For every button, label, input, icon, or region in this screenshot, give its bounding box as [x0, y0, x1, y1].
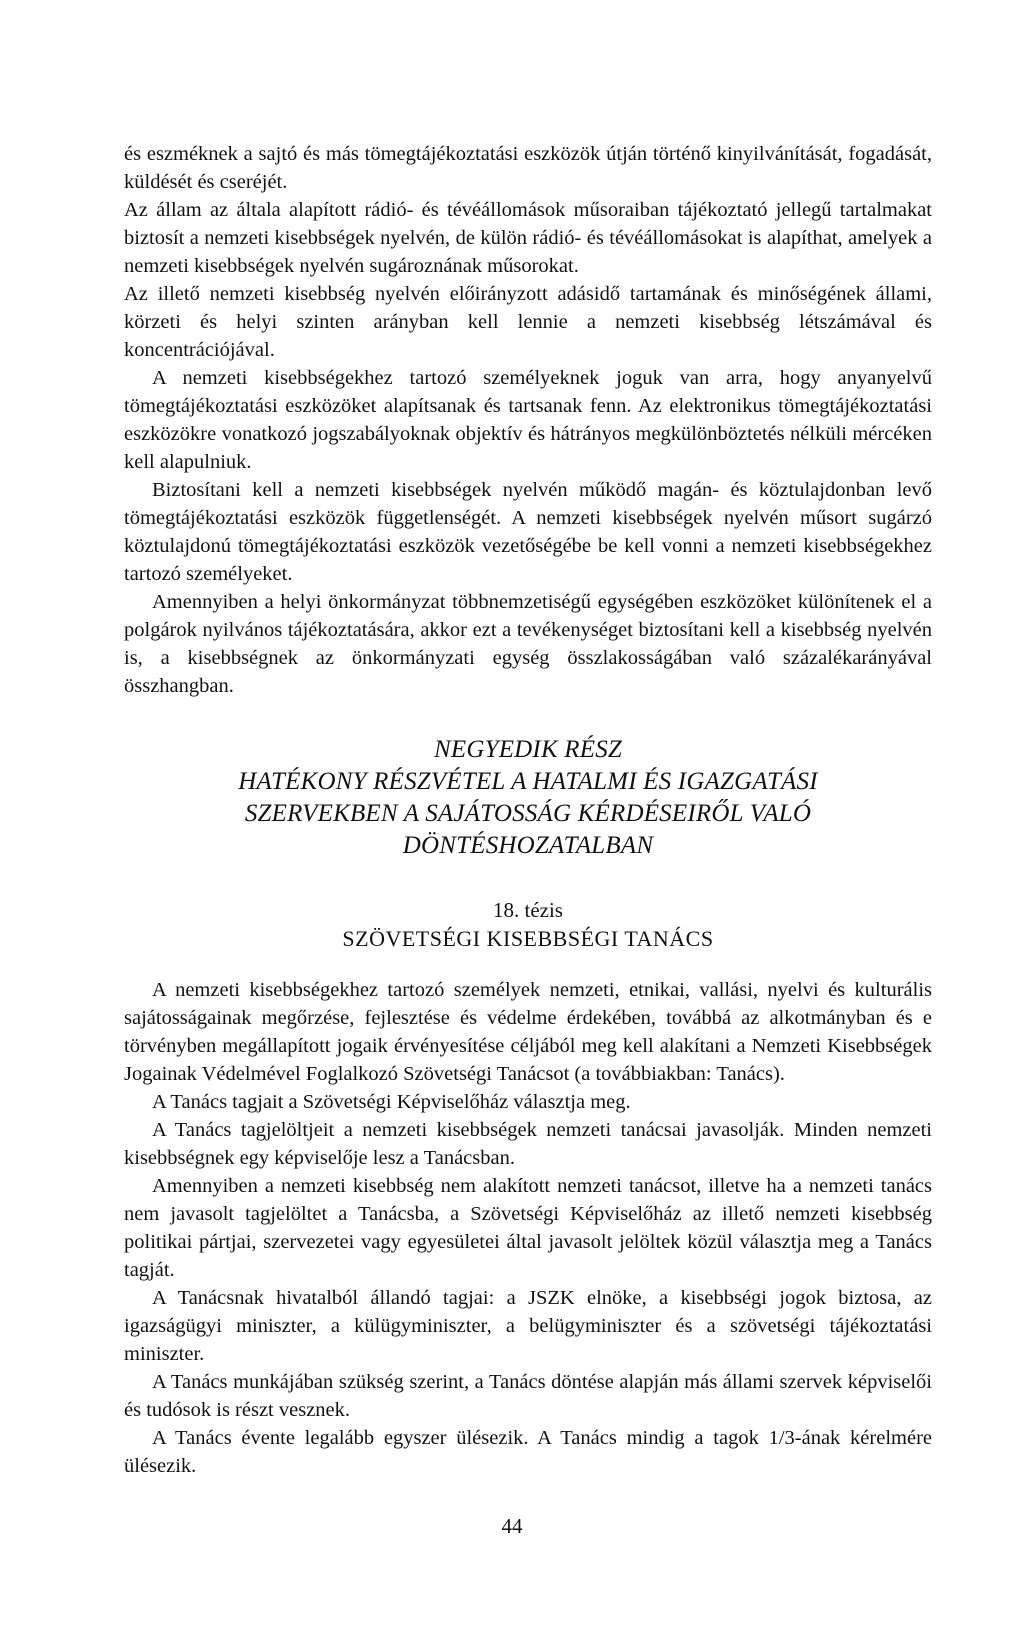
paragraph: A Tanács évente legalább egyszer ülésezik. A Tanács mindig a tagok 1/3-ának kérelmére ülésezik.: [124, 1427, 932, 1477]
paragraph: A Tanácsnak hivatalból állandó tagjai: a JSZK elnöke, a kisebbségi jogok biztosa, az igazságügyi miniszter, a külügyminiszter, a belügyminiszter és a szövetségi tájékoztatási miniszter.: [124, 1287, 932, 1365]
part-heading-line: DÖNTÉSHOZATALBAN: [402, 832, 654, 859]
part-heading-line: HATÉKONY RÉSZVÉTEL A HATALMI ÉS IGAZGATÁSI: [238, 768, 818, 795]
thesis-number: 18. tézis: [493, 898, 563, 922]
part-heading-line: NEGYEDIK RÉSZ: [433, 736, 623, 763]
text-column: [124, 140, 932, 1480]
paragraph: Amennyiben a nemzeti kisebbség nem alakított nemzeti tanácsot, illetve ha a nemzeti tanács nem javasolt tagjelöltet a Tanácsba, a Szövetségi Képviselőház az illető nemzeti kisebbség politikai pártjai, szervezetei vagy egyesületei által javasolt jelöltek közül választja meg a Tanács tagját.: [124, 1175, 932, 1281]
paragraph: Biztosítani kell a nemzeti kisebbségek nyelvén működő magán- és köztulajdonban levő tömegtájékoztatási eszközök függetlenségét. A nemzeti kisebbségek nyelvén műsort sugárzó köztulajdonú tömegtájékoztatási eszközök vezetőségébe be kell vonni a nemzeti kisebbségekhez tartozó személyeket.: [124, 479, 932, 585]
paragraph: Az illető nemzeti kisebbség nyelvén előirányzott adásidő tartamának és minőségének állami, körzeti és helyi szinten arányban kell lennie a nemzeti kisebbség létszámával és koncentrációjával.: [124, 283, 932, 361]
paragraph: A Tanács munkájában szükség szerint, a Tanács döntése alapján más állami szervek képviselői és tudósok is részt vesznek.: [124, 1371, 932, 1421]
thesis-title: SZÖVETSÉGI KISEBBSÉGI TANÁCS: [342, 926, 714, 951]
council-section: [124, 976, 932, 1480]
paragraph: és eszméknek a sajtó és más tömegtájékoztatási eszközök útján történő kinyilvánítását, fogadását, küldését és cseréjét.: [124, 143, 932, 193]
part-heading-block: [124, 734, 932, 862]
page-number: 44: [501, 1514, 523, 1538]
media-rights-section: [124, 140, 932, 700]
paragraph: A nemzeti kisebbségekhez tartozó személyek nemzeti, etnikai, vallási, nyelvi és kulturális sajátosságainak megőrzése, fejlesztése és védelme érdekében, továbbá az alkotmányban és e törvényben megállapított jogaik érvényesítése céljából meg kell alakítani a Nemzeti Kisebbségek Jogainak Védelmével Foglalkozó Szövetségi Tanácsot (a továbbiakban: Tanács).: [124, 979, 932, 1085]
paragraph: A Tanács tagjelöltjeit a nemzeti kisebbségek nemzeti tanácsai javasolják. Minden nemzeti kisebbségnek egy képviselője lesz a Tanácsban.: [124, 1119, 932, 1169]
paragraph: A nemzeti kisebbségekhez tartozó személyeknek joguk van arra, hogy anyanyelvű tömegtájékoztatási eszközöket alapítsanak és tartsanak fenn. Az elektronikus tömegtájékoztatási eszközökre vonatkozó jogszabályoknak objektív és hátrányos megkülönböztetés nélküli mércéken kell alapulniuk.: [124, 367, 932, 473]
paragraph: Amennyiben a helyi önkormányzat többnemzetiségű egységében eszközöket különítenek el a polgárok nyilvános tájékoztatására, akkor ezt a tevékenységet biztosítani kell a kisebbség nyelvén is, a kisebbségnek az önkormányzati egység összlakosságában való százalékarányával összhangban.: [124, 591, 932, 697]
part-heading-line: SZERVEKBEN A SAJÁTOSSÁG KÉRDÉSEIRŐL VALÓ: [244, 800, 812, 827]
paragraph: Az állam az általa alapított rádió- és tévéállomások műsoraiban tájékoztató jellegű tartalmakat biztosít a nemzeti kisebbségek nyelvén, de külön rádió- és tévéállomásokat is alapíthat, amelyek a nemzeti kisebbségek nyelvén sugároznának műsorokat.: [124, 199, 932, 277]
paragraph: A Tanács tagjait a Szövetségi Képviselőház választja meg.: [152, 1091, 631, 1113]
